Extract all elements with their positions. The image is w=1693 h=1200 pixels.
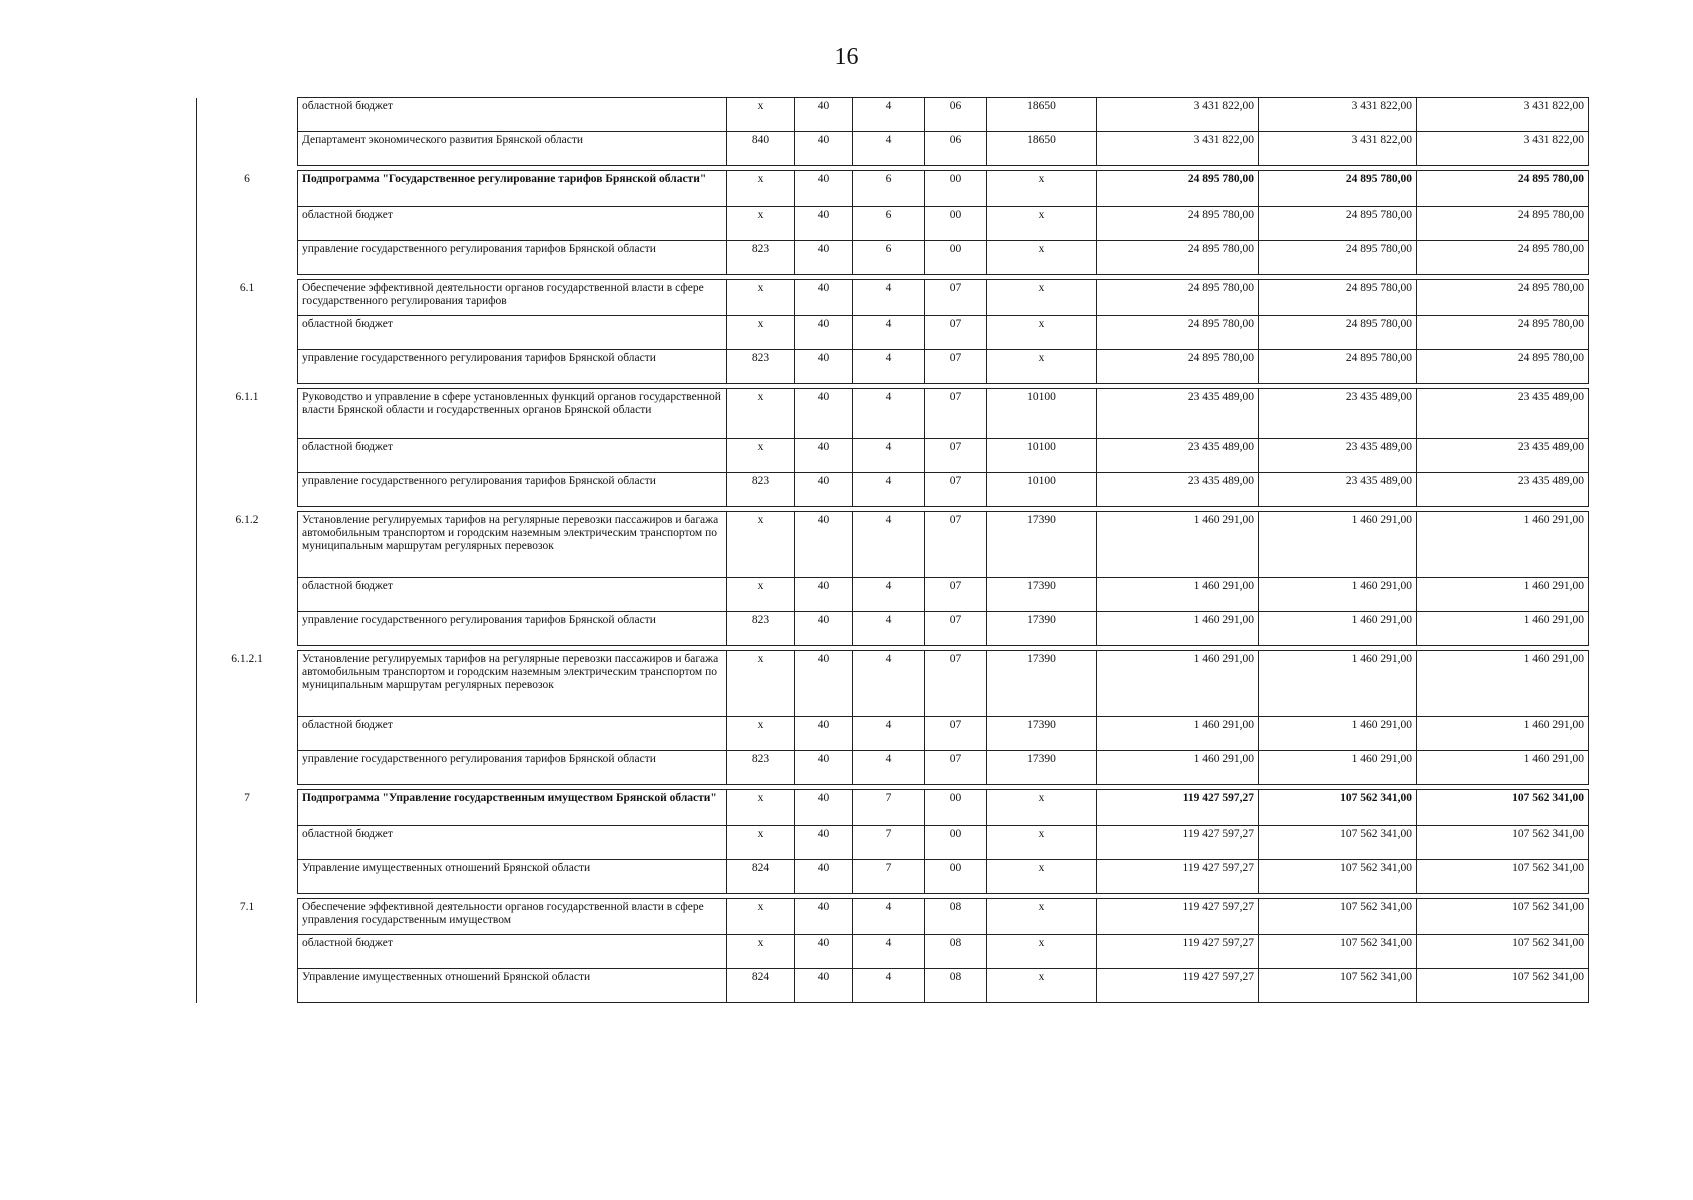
row-om: 00	[925, 241, 987, 275]
row-pp: 4	[853, 439, 925, 473]
row-description: управление государственного регулирования тарифов Брянской области	[298, 241, 727, 275]
row-direction: 17390	[987, 717, 1097, 751]
row-gp: 40	[795, 241, 853, 275]
row-amount-year1: 1 460 291,00	[1097, 751, 1259, 785]
table-row	[197, 171, 1589, 207]
row-amount-year2: 3 431 822,00	[1259, 132, 1417, 166]
table-row	[197, 350, 1589, 384]
table-row	[197, 439, 1589, 473]
row-amount-year1: 24 895 780,00	[1097, 316, 1259, 350]
row-description: управление государственного регулирования тарифов Брянской области	[298, 473, 727, 507]
row-amount-year2: 23 435 489,00	[1259, 473, 1417, 507]
row-amount-year1: 119 427 597,27	[1097, 935, 1259, 969]
table-row	[197, 578, 1589, 612]
row-grbs: 823	[727, 751, 795, 785]
row-pp: 6	[853, 207, 925, 241]
table-row	[197, 935, 1589, 969]
row-amount-year2: 107 562 341,00	[1259, 790, 1417, 826]
row-amount-year3: 107 562 341,00	[1417, 935, 1589, 969]
row-pp: 4	[853, 389, 925, 439]
row-number	[197, 578, 298, 612]
row-amount-year1: 3 431 822,00	[1097, 98, 1259, 132]
row-direction: x	[987, 316, 1097, 350]
page-number: 16	[834, 44, 859, 70]
table-row	[197, 790, 1589, 826]
row-amount-year1: 1 460 291,00	[1097, 578, 1259, 612]
row-description: Установление регулируемых тарифов на регулярные перевозки пассажиров и багажа автомобильным транспортом и городским наземным электрическим транспортом по муниципальным маршрутам регулярных перевозок	[298, 512, 727, 578]
row-gp: 40	[795, 316, 853, 350]
row-amount-year2: 24 895 780,00	[1259, 350, 1417, 384]
row-description: областной бюджет	[298, 207, 727, 241]
row-number	[197, 350, 298, 384]
row-gp: 40	[795, 969, 853, 1003]
row-om: 07	[925, 439, 987, 473]
row-description: управление государственного регулирования тарифов Брянской области	[298, 612, 727, 646]
table-row	[197, 389, 1589, 439]
row-grbs: x	[727, 578, 795, 612]
row-number	[197, 969, 298, 1003]
row-number	[197, 717, 298, 751]
row-om: 08	[925, 935, 987, 969]
row-gp: 40	[795, 578, 853, 612]
row-amount-year3: 23 435 489,00	[1417, 473, 1589, 507]
row-number	[197, 473, 298, 507]
row-direction: 18650	[987, 132, 1097, 166]
row-description: областной бюджет	[298, 439, 727, 473]
row-description: Подпрограмма "Управление государственным имуществом Брянской области"	[298, 790, 727, 826]
row-pp: 6	[853, 171, 925, 207]
row-pp: 4	[853, 578, 925, 612]
row-grbs: x	[727, 717, 795, 751]
row-grbs: x	[727, 899, 795, 935]
row-description: Установление регулируемых тарифов на регулярные перевозки пассажиров и багажа автомобильным транспортом и городским наземным электрическим транспортом по муниципальным маршрутам регулярных перевозок	[298, 651, 727, 717]
row-gp: 40	[795, 717, 853, 751]
row-direction: 18650	[987, 98, 1097, 132]
row-description: Управление имущественных отношений Брянской области	[298, 969, 727, 1003]
row-grbs: x	[727, 316, 795, 350]
row-direction: 17390	[987, 578, 1097, 612]
row-direction: x	[987, 171, 1097, 207]
row-pp: 4	[853, 473, 925, 507]
row-pp: 4	[853, 350, 925, 384]
row-om: 00	[925, 826, 987, 860]
row-grbs: 823	[727, 350, 795, 384]
row-amount-year3: 24 895 780,00	[1417, 241, 1589, 275]
row-gp: 40	[795, 790, 853, 826]
row-om: 07	[925, 717, 987, 751]
row-number: 6	[197, 171, 298, 207]
row-amount-year3: 1 460 291,00	[1417, 717, 1589, 751]
row-direction: x	[987, 350, 1097, 384]
row-description: управление государственного регулирования тарифов Брянской области	[298, 751, 727, 785]
row-om: 07	[925, 612, 987, 646]
row-amount-year1: 119 427 597,27	[1097, 826, 1259, 860]
row-amount-year2: 24 895 780,00	[1259, 207, 1417, 241]
row-amount-year2: 1 460 291,00	[1259, 717, 1417, 751]
row-number: 6.1.1	[197, 389, 298, 439]
row-amount-year3: 23 435 489,00	[1417, 439, 1589, 473]
row-gp: 40	[795, 280, 853, 316]
row-amount-year3: 23 435 489,00	[1417, 389, 1589, 439]
row-number: 6.1.2	[197, 512, 298, 578]
row-amount-year3: 24 895 780,00	[1417, 207, 1589, 241]
table-row	[197, 717, 1589, 751]
row-number	[197, 612, 298, 646]
row-description: Подпрограмма "Государственное регулирование тарифов Брянской области"	[298, 171, 727, 207]
row-number	[197, 439, 298, 473]
table-row	[197, 826, 1589, 860]
row-amount-year3: 24 895 780,00	[1417, 280, 1589, 316]
row-pp: 4	[853, 935, 925, 969]
table-row	[197, 207, 1589, 241]
row-gp: 40	[795, 512, 853, 578]
row-direction: x	[987, 790, 1097, 826]
table-row	[197, 612, 1589, 646]
row-direction: x	[987, 899, 1097, 935]
row-gp: 40	[795, 860, 853, 894]
row-gp: 40	[795, 389, 853, 439]
row-om: 00	[925, 207, 987, 241]
row-om: 07	[925, 578, 987, 612]
row-description: областной бюджет	[298, 935, 727, 969]
row-direction: 10100	[987, 473, 1097, 507]
row-number	[197, 207, 298, 241]
row-pp: 4	[853, 98, 925, 132]
row-pp: 4	[853, 512, 925, 578]
row-grbs: x	[727, 280, 795, 316]
row-grbs: 824	[727, 860, 795, 894]
row-amount-year1: 119 427 597,27	[1097, 860, 1259, 894]
row-grbs: x	[727, 512, 795, 578]
table-row	[197, 280, 1589, 316]
row-om: 00	[925, 860, 987, 894]
row-amount-year1: 3 431 822,00	[1097, 132, 1259, 166]
row-amount-year3: 1 460 291,00	[1417, 751, 1589, 785]
row-gp: 40	[795, 935, 853, 969]
table-row	[197, 512, 1589, 578]
row-direction: x	[987, 969, 1097, 1003]
row-grbs: x	[727, 389, 795, 439]
row-number: 6.1	[197, 280, 298, 316]
row-gp: 40	[795, 439, 853, 473]
row-gp: 40	[795, 899, 853, 935]
row-grbs: 823	[727, 473, 795, 507]
row-om: 07	[925, 512, 987, 578]
row-pp: 4	[853, 316, 925, 350]
table-row	[197, 132, 1589, 166]
row-amount-year1: 24 895 780,00	[1097, 171, 1259, 207]
row-om: 08	[925, 899, 987, 935]
row-pp: 7	[853, 790, 925, 826]
table-body	[197, 98, 1589, 1003]
row-description: областной бюджет	[298, 98, 727, 132]
row-direction: 17390	[987, 651, 1097, 717]
table-row	[197, 969, 1589, 1003]
row-number	[197, 98, 298, 132]
row-description: областной бюджет	[298, 316, 727, 350]
row-pp: 4	[853, 899, 925, 935]
row-amount-year3: 107 562 341,00	[1417, 790, 1589, 826]
row-amount-year3: 107 562 341,00	[1417, 969, 1589, 1003]
row-amount-year2: 107 562 341,00	[1259, 899, 1417, 935]
row-amount-year3: 107 562 341,00	[1417, 826, 1589, 860]
row-amount-year2: 1 460 291,00	[1259, 651, 1417, 717]
row-amount-year1: 23 435 489,00	[1097, 389, 1259, 439]
row-pp: 7	[853, 860, 925, 894]
row-om: 06	[925, 98, 987, 132]
row-amount-year1: 1 460 291,00	[1097, 717, 1259, 751]
row-direction: x	[987, 241, 1097, 275]
row-pp: 4	[853, 132, 925, 166]
table-row	[197, 316, 1589, 350]
table-row	[197, 241, 1589, 275]
row-description: областной бюджет	[298, 578, 727, 612]
row-pp: 4	[853, 612, 925, 646]
row-gp: 40	[795, 132, 853, 166]
row-amount-year2: 1 460 291,00	[1259, 612, 1417, 646]
table-row	[197, 98, 1589, 132]
row-amount-year2: 107 562 341,00	[1259, 969, 1417, 1003]
row-om: 00	[925, 171, 987, 207]
row-grbs: x	[727, 439, 795, 473]
row-pp: 7	[853, 826, 925, 860]
row-amount-year3: 24 895 780,00	[1417, 316, 1589, 350]
row-description: областной бюджет	[298, 826, 727, 860]
row-grbs: 823	[727, 612, 795, 646]
row-description: управление государственного регулирования тарифов Брянской области	[298, 350, 727, 384]
row-number	[197, 935, 298, 969]
row-direction: 17390	[987, 512, 1097, 578]
row-description: областной бюджет	[298, 717, 727, 751]
row-direction: x	[987, 280, 1097, 316]
row-amount-year2: 23 435 489,00	[1259, 439, 1417, 473]
row-pp: 4	[853, 717, 925, 751]
row-grbs: x	[727, 790, 795, 826]
row-pp: 6	[853, 241, 925, 275]
row-om: 07	[925, 350, 987, 384]
row-amount-year3: 1 460 291,00	[1417, 612, 1589, 646]
row-om: 08	[925, 969, 987, 1003]
row-amount-year3: 24 895 780,00	[1417, 350, 1589, 384]
row-number: 7	[197, 790, 298, 826]
row-grbs: 824	[727, 969, 795, 1003]
row-om: 07	[925, 316, 987, 350]
row-amount-year2: 24 895 780,00	[1259, 171, 1417, 207]
row-grbs: x	[727, 98, 795, 132]
row-direction: 17390	[987, 751, 1097, 785]
row-amount-year3: 1 460 291,00	[1417, 512, 1589, 578]
row-grbs: x	[727, 171, 795, 207]
row-amount-year1: 24 895 780,00	[1097, 350, 1259, 384]
row-number	[197, 132, 298, 166]
row-gp: 40	[795, 651, 853, 717]
row-grbs: 840	[727, 132, 795, 166]
row-amount-year2: 107 562 341,00	[1259, 860, 1417, 894]
row-direction: x	[987, 826, 1097, 860]
row-description: Управление имущественных отношений Брянской области	[298, 860, 727, 894]
row-grbs: x	[727, 651, 795, 717]
row-amount-year2: 1 460 291,00	[1259, 751, 1417, 785]
row-pp: 4	[853, 969, 925, 1003]
row-direction: 10100	[987, 389, 1097, 439]
row-number: 6.1.2.1	[197, 651, 298, 717]
row-direction: 10100	[987, 439, 1097, 473]
row-direction: 17390	[987, 612, 1097, 646]
row-description: Обеспечение эффективной деятельности органов государственной власти в сфере государственного регулирования тарифов	[298, 280, 727, 316]
table-row	[197, 860, 1589, 894]
row-grbs: 823	[727, 241, 795, 275]
row-amount-year1: 119 427 597,27	[1097, 790, 1259, 826]
row-description: Руководство и управление в сфере установленных функций органов государственной власти Брянской области и государственных органов Брянской области	[298, 389, 727, 439]
row-om: 07	[925, 389, 987, 439]
row-amount-year1: 24 895 780,00	[1097, 241, 1259, 275]
row-amount-year1: 1 460 291,00	[1097, 651, 1259, 717]
row-number	[197, 826, 298, 860]
table-row	[197, 651, 1589, 717]
row-amount-year2: 24 895 780,00	[1259, 280, 1417, 316]
row-description: Департамент экономического развития Брянской области	[298, 132, 727, 166]
row-gp: 40	[795, 473, 853, 507]
row-amount-year3: 107 562 341,00	[1417, 899, 1589, 935]
row-amount-year3: 1 460 291,00	[1417, 651, 1589, 717]
row-number	[197, 241, 298, 275]
row-om: 07	[925, 473, 987, 507]
row-pp: 4	[853, 651, 925, 717]
row-grbs: x	[727, 207, 795, 241]
table-row	[197, 899, 1589, 935]
row-gp: 40	[795, 350, 853, 384]
row-amount-year2: 1 460 291,00	[1259, 512, 1417, 578]
row-amount-year2: 1 460 291,00	[1259, 578, 1417, 612]
row-amount-year2: 24 895 780,00	[1259, 241, 1417, 275]
row-pp: 4	[853, 280, 925, 316]
row-direction: x	[987, 860, 1097, 894]
row-number	[197, 316, 298, 350]
budget-table	[196, 97, 1589, 1003]
row-om: 07	[925, 751, 987, 785]
row-amount-year1: 24 895 780,00	[1097, 280, 1259, 316]
row-amount-year3: 1 460 291,00	[1417, 578, 1589, 612]
row-amount-year2: 23 435 489,00	[1259, 389, 1417, 439]
row-om: 06	[925, 132, 987, 166]
row-number: 7.1	[197, 899, 298, 935]
row-amount-year2: 24 895 780,00	[1259, 316, 1417, 350]
row-amount-year1: 23 435 489,00	[1097, 439, 1259, 473]
row-gp: 40	[795, 751, 853, 785]
row-number	[197, 751, 298, 785]
row-amount-year2: 107 562 341,00	[1259, 935, 1417, 969]
row-om: 07	[925, 280, 987, 316]
row-grbs: x	[727, 826, 795, 860]
table-row	[197, 473, 1589, 507]
row-description: Обеспечение эффективной деятельности органов государственной власти в сфере управления государственным имуществом	[298, 899, 727, 935]
row-amount-year1: 1 460 291,00	[1097, 512, 1259, 578]
row-amount-year2: 107 562 341,00	[1259, 826, 1417, 860]
row-amount-year3: 3 431 822,00	[1417, 98, 1589, 132]
row-direction: x	[987, 207, 1097, 241]
row-number	[197, 860, 298, 894]
row-amount-year2: 3 431 822,00	[1259, 98, 1417, 132]
row-gp: 40	[795, 171, 853, 207]
row-amount-year1: 23 435 489,00	[1097, 473, 1259, 507]
row-om: 00	[925, 790, 987, 826]
row-om: 07	[925, 651, 987, 717]
row-grbs: x	[727, 935, 795, 969]
row-direction: x	[987, 935, 1097, 969]
row-amount-year1: 1 460 291,00	[1097, 612, 1259, 646]
row-gp: 40	[795, 98, 853, 132]
row-amount-year1: 24 895 780,00	[1097, 207, 1259, 241]
row-amount-year1: 119 427 597,27	[1097, 969, 1259, 1003]
row-amount-year1: 119 427 597,27	[1097, 899, 1259, 935]
row-pp: 4	[853, 751, 925, 785]
row-amount-year3: 3 431 822,00	[1417, 132, 1589, 166]
row-amount-year3: 24 895 780,00	[1417, 171, 1589, 207]
row-gp: 40	[795, 826, 853, 860]
row-amount-year3: 107 562 341,00	[1417, 860, 1589, 894]
row-gp: 40	[795, 612, 853, 646]
row-gp: 40	[795, 207, 853, 241]
table-row	[197, 751, 1589, 785]
